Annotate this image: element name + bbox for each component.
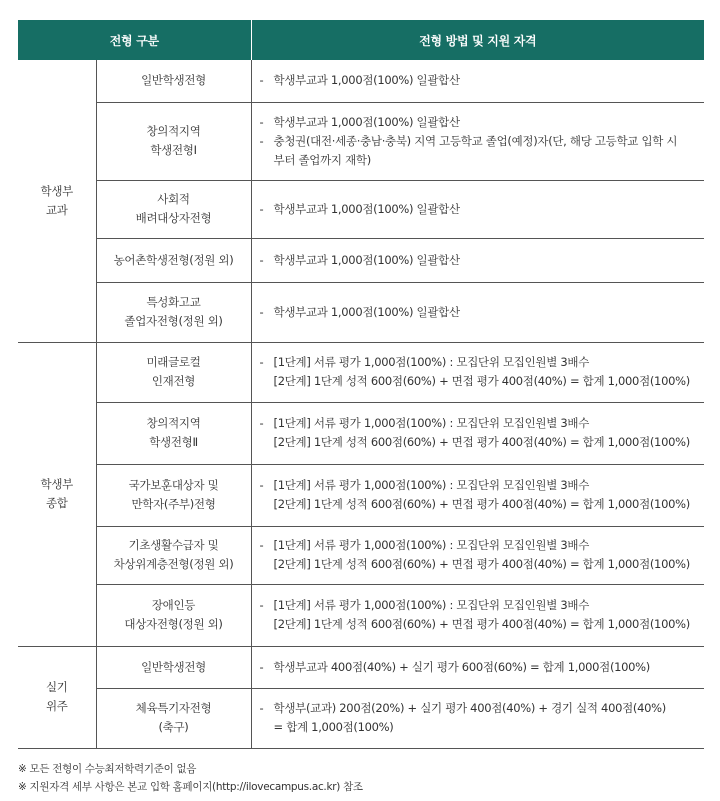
method-item [260, 200, 695, 219]
method-cell [251, 646, 704, 688]
dash-bullet: - [259, 201, 264, 216]
dash-bullet: - [259, 538, 264, 552]
table-row [18, 180, 704, 238]
method-text: [1단계] 서류 평가 1,000점(100%) : 모집단위 모집인원별 3배수 [2단계] 1단계 성적 600점(60%) + 면접 평가 400점(40%) = 합계 1,000점(100%) [273, 538, 690, 571]
table-body [18, 60, 704, 748]
dash-bullet: - [259, 304, 264, 319]
method-cell [251, 464, 704, 526]
method-text: 학생부교과 1,000점(100%) 일괄합산 [273, 252, 460, 267]
method-item [260, 536, 695, 574]
admission-type-cell: 일반학생전형 [96, 60, 251, 102]
footnote: ※ 모든 전형이 수능최저학력기준이 없음 [18, 763, 197, 775]
category-cell: 실기 위주 [18, 646, 96, 748]
admission-type-cell: 기초생활수급자 및 차상위계층전형(정원 외) [96, 526, 251, 584]
method-text: 충청권(대전·세종·충남·충북) 지역 고등학교 졸업(예정)자(단, 해당 고등학교 입학 시 부터 졸업까지 재학) [273, 133, 678, 167]
dash-bullet: - [259, 73, 264, 88]
admission-type-cell: 사회적 배려대상자전형 [96, 180, 251, 238]
dash-bullet: - [259, 478, 264, 492]
dash-bullet: - [259, 252, 264, 267]
admission-type-cell: 체육특기자전형 (축구) [96, 688, 251, 748]
footnotes [18, 760, 363, 796]
method-text: 학생부교과 400점(40%) + 실기 평가 600점(60%) = 합계 1,000점(100%) [273, 659, 650, 674]
admission-type-cell: 농어촌학생전형(정원 외) [96, 238, 251, 282]
table-row [18, 526, 704, 584]
admission-type-cell: 창의적지역 학생전형Ⅰ [96, 102, 251, 180]
table-row [18, 584, 704, 646]
dash-bullet: - [259, 416, 264, 430]
method-text: [1단계] 서류 평가 1,000점(100%) : 모집단위 모집인원별 3배수 [2단계] 1단계 성적 600점(60%) + 면접 평가 400점(40%) = 합계 1,000점(100%) [273, 478, 690, 511]
method-item [260, 414, 695, 452]
method-cell [251, 584, 704, 646]
method-cell [251, 688, 704, 748]
method-item [260, 71, 695, 90]
admission-table [18, 20, 704, 749]
category-cell: 학생부 교과 [18, 60, 96, 342]
method-cell [251, 60, 704, 102]
header-method: 전형 방법 및 지원 자격 [251, 20, 704, 60]
method-cell [251, 526, 704, 584]
method-item [260, 476, 695, 514]
method-cell [251, 180, 704, 238]
method-text: 학생부교과 1,000점(100%) 일괄합산 [273, 201, 460, 216]
method-item [260, 596, 695, 634]
method-item [260, 251, 695, 270]
table-row [18, 102, 704, 180]
method-text: 학생부교과 1,000점(100%) 일괄합산 [273, 114, 460, 129]
table-row [18, 646, 704, 688]
table-header-row [18, 20, 704, 60]
admission-type-cell: 창의적지역 학생전형Ⅱ [96, 402, 251, 464]
table-row [18, 282, 704, 342]
table-row [18, 464, 704, 526]
category-cell: 학생부 종합 [18, 342, 96, 646]
method-text: 학생부교과 1,000점(100%) 일괄합산 [273, 304, 460, 319]
method-cell [251, 238, 704, 282]
method-text: 학생부(교과) 200점(20%) + 실기 평가 400점(40%) + 경기 실적 400점(40%) = 합계 1,000점(100%) [273, 701, 666, 734]
dash-bullet: - [259, 659, 264, 674]
header-category: 전형 구분 [18, 20, 251, 60]
dash-bullet: - [259, 133, 264, 148]
dash-bullet: - [259, 701, 264, 715]
method-cell [251, 282, 704, 342]
admission-type-cell: 국가보훈대상자 및 만학자(주부)전형 [96, 464, 251, 526]
method-cell [251, 102, 704, 180]
table-row [18, 688, 704, 748]
table-row [18, 402, 704, 464]
method-cell [251, 402, 704, 464]
table-row [18, 238, 704, 282]
method-item [260, 353, 695, 391]
dash-bullet: - [259, 114, 264, 129]
footnote: ※ 지원자격 세부 사항은 본교 입학 홈페이지(http://ilovecampus.ac.kr) 참조 [18, 781, 363, 793]
method-text: 학생부교과 1,000점(100%) 일괄합산 [273, 73, 460, 88]
dash-bullet: - [259, 355, 264, 369]
method-item [260, 658, 695, 677]
method-text: [1단계] 서류 평가 1,000점(100%) : 모집단위 모집인원별 3배수 [2단계] 1단계 성적 600점(60%) + 면접 평가 400점(40%) = 합계 1,000점(100%) [273, 598, 690, 631]
admission-type-cell: 미래글로컬 인재전형 [96, 342, 251, 402]
admission-type-cell: 특성화고교 졸업자전형(정원 외) [96, 282, 251, 342]
table-row [18, 342, 704, 402]
method-item [260, 303, 695, 322]
admission-type-cell: 장애인등 대상자전형(정원 외) [96, 584, 251, 646]
method-item [260, 113, 695, 132]
dash-bullet: - [259, 598, 264, 612]
method-text: [1단계] 서류 평가 1,000점(100%) : 모집단위 모집인원별 3배수 [2단계] 1단계 성적 600점(60%) + 면접 평가 400점(40%) = 합계 1,000점(100%) [273, 355, 690, 388]
method-cell [251, 342, 704, 402]
admission-type-cell: 일반학생전형 [96, 646, 251, 688]
method-text: [1단계] 서류 평가 1,000점(100%) : 모집단위 모집인원별 3배수 [2단계] 1단계 성적 600점(60%) + 면접 평가 400점(40%) = 합계 1,000점(100%) [273, 416, 690, 449]
method-item [260, 132, 695, 170]
method-item [260, 699, 695, 737]
table-row [18, 60, 704, 102]
